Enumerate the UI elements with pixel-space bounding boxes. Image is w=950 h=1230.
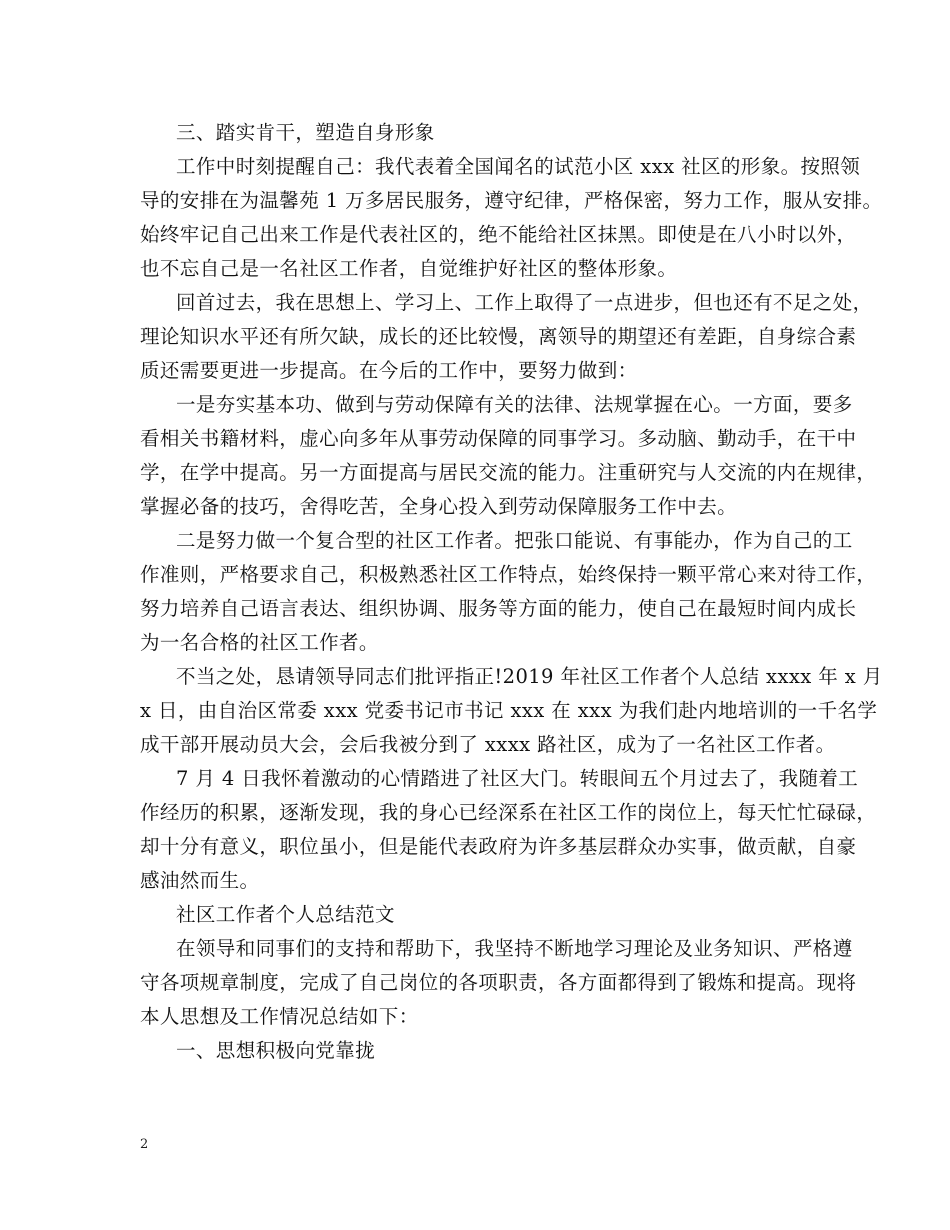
paragraph-line: 感油然而生。 — [140, 869, 260, 892]
paragraph-line: 在领导和同事们的支持和帮助下，我坚持不断地学习理论及业务知识、严格遵 — [176, 937, 853, 960]
paragraph-line: 却十分有意义，职位虽小，但是能代表政府为许多基层群众办实事，做贡献，自豪 — [140, 835, 857, 858]
paragraph-line: x 日，由自治区常委 xxx 党委书记市书记 xxx 在 xxx 为我们赴内地培训的一千名学 — [140, 699, 878, 722]
paragraph-line: 导的安排在为温馨苑 1 万多居民服务，遵守纪律，严格保密，努力工作，服从安排。 — [140, 189, 883, 212]
document-subtitle: 社区工作者个人总结范文 — [176, 903, 395, 926]
paragraph-line: 掌握必备的技巧，舍得吃苦，全身心投入到劳动保障服务工作中去。 — [140, 495, 738, 518]
paragraph-line: 作经历的积累，逐渐发现，我的身心已经深系在社区工作的岗位上，每天忙忙碌碌， — [140, 801, 877, 824]
paragraph-line: 也不忘自己是一名社区工作者，自觉维护好社区的整体形象。 — [140, 257, 678, 280]
paragraph-line: 始终牢记自己出来工作是代表社区的，绝不能给社区抹黑。即使是在八小时以外， — [140, 223, 857, 246]
section-heading: 一、思想积极向党靠拢 — [176, 1039, 376, 1062]
paragraph-line: 质还需要更进一步提高。在今后的工作中，要努力做到： — [140, 359, 638, 382]
paragraph-line: 守各项规章制度，完成了自己岗位的各项职责，各方面都得到了锻炼和提高。现将 — [140, 971, 857, 994]
paragraph-line: 理论知识水平还有所欠缺，成长的还比较慢，离领导的期望还有差距，自身综合素 — [140, 325, 857, 348]
paragraph-line: 不当之处，恳请领导同志们批评指正!2019 年社区工作者个人总结 xxxx 年 x 月 — [176, 665, 883, 688]
paragraph-line: 本人思想及工作情况总结如下： — [140, 1005, 419, 1028]
paragraph-line: 二是努力做一个复合型的社区工作者。把张口能说、有事能办，作为自己的工 — [176, 529, 853, 552]
paragraph-line: 回首过去，我在思想上、学习上、工作上取得了一点进步，但也还有不足之处， — [176, 291, 873, 314]
paragraph-line: 7 月 4 日我怀着激动的心情踏进了社区大门。转眼间五个月过去了，我随着工 — [176, 767, 859, 790]
paragraph-line: 为一名合格的社区工作者。 — [140, 631, 379, 654]
paragraph-line: 作准则，严格要求自己，积极熟悉社区工作特点，始终保持一颗平常心来对待工作， — [140, 563, 877, 586]
paragraph-line: 一是夯实基本功、做到与劳动保障有关的法律、法规掌握在心。一方面，要多 — [176, 393, 853, 416]
section-heading: 三、踏实肯干，塑造自身形象 — [176, 121, 435, 144]
paragraph-line: 看相关书籍材料，虚心向多年从事劳动保障的同事学习。多动脑、勤动手，在干中 — [140, 427, 857, 450]
paragraph-line: 成干部开展动员大会，会后我被分到了 xxxx 路社区，成为了一名社区工作者。 — [140, 733, 836, 756]
paragraph-line: 工作中时刻提醒自己：我代表着全国闻名的试范小区 xxx 社区的形象。按照领 — [176, 155, 861, 178]
page-number: 2 — [140, 1137, 149, 1152]
paragraph-line: 学，在学中提高。另一方面提高与居民交流的能力。注重研究与人交流的内在规律， — [140, 461, 877, 484]
paragraph-line: 努力培养自己语言表达、组织协调、服务等方面的能力，使自己在最短时间内成长 — [140, 597, 857, 620]
